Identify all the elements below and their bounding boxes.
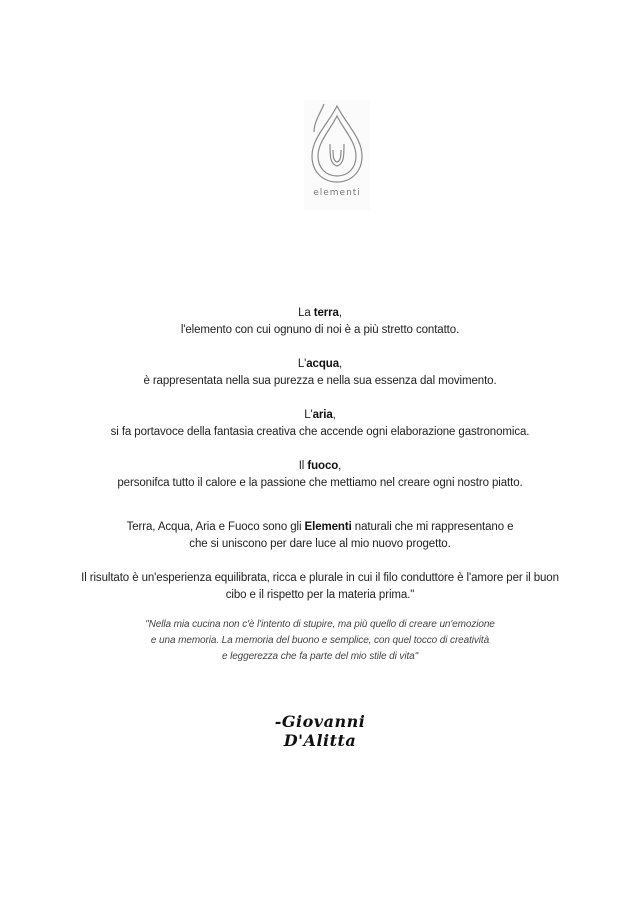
- text: Il risultato è un'esperienza equilibrata, ricca e plurale in cui il filo conduttore è l'amore per il buon: [81, 572, 559, 584]
- text: naturali che mi rappresentano e: [351, 521, 514, 533]
- keyword-terra: terra: [313, 307, 339, 319]
- manifesto: [60, 305, 580, 665]
- text: e leggerezza che fa parte del mio stile di vita": [221, 651, 419, 662]
- keyword-elementi: Elementi: [304, 521, 352, 533]
- paragraph-result: [40, 570, 600, 604]
- elementi-logo: [304, 100, 370, 210]
- text: Terra, Acqua, Aria e Fuoco sono gli: [126, 521, 305, 533]
- text: personifca tutto il calore e la passione che mettiamo nel creare ogni nostro piatto.: [117, 477, 523, 489]
- text: ,: [339, 358, 343, 370]
- drop-logo-icon: [304, 100, 370, 190]
- text: si fa portavoce della fantasia creativa che accende ogni elaborazione gastronomica.: [110, 426, 530, 438]
- text: e una memoria. La memoria del buono e semplice, con quel tocco di creatività: [150, 635, 490, 646]
- paragraph-fuoco: [60, 458, 580, 492]
- text: La: [298, 307, 314, 319]
- text: "Nella mia cucina non c'è l'intento di stupire, ma più quello di creare un'emozione: [145, 619, 495, 630]
- text: è rappresentata nella sua purezza e nella sua essenza dal movimento.: [143, 375, 497, 387]
- text: L': [297, 358, 307, 370]
- paragraph-aria: [60, 407, 580, 441]
- paragraph-acqua: [60, 356, 580, 390]
- text: l'elemento con cui ognuno di noi è a più stretto contatto.: [180, 324, 460, 336]
- keyword-fuoco: fuoco: [307, 460, 339, 472]
- text: L': [304, 409, 313, 421]
- text: cibo e il rispetto per la materia prima.": [225, 589, 415, 601]
- text: ,: [338, 460, 342, 472]
- paragraph-summary: [60, 519, 580, 553]
- logo-text: elementi: [313, 188, 361, 198]
- text: ,: [338, 307, 342, 319]
- text: che si uniscono per dare luce al mio nuovo progetto.: [189, 538, 451, 550]
- keyword-aria: aria: [312, 409, 333, 421]
- text: ,: [332, 409, 336, 421]
- chef-quote: [60, 617, 580, 665]
- signature: -Giovanni D'Alitta: [274, 712, 366, 750]
- keyword-acqua: acqua: [306, 358, 340, 370]
- paragraph-terra: [60, 305, 580, 339]
- text: Il: [298, 460, 308, 472]
